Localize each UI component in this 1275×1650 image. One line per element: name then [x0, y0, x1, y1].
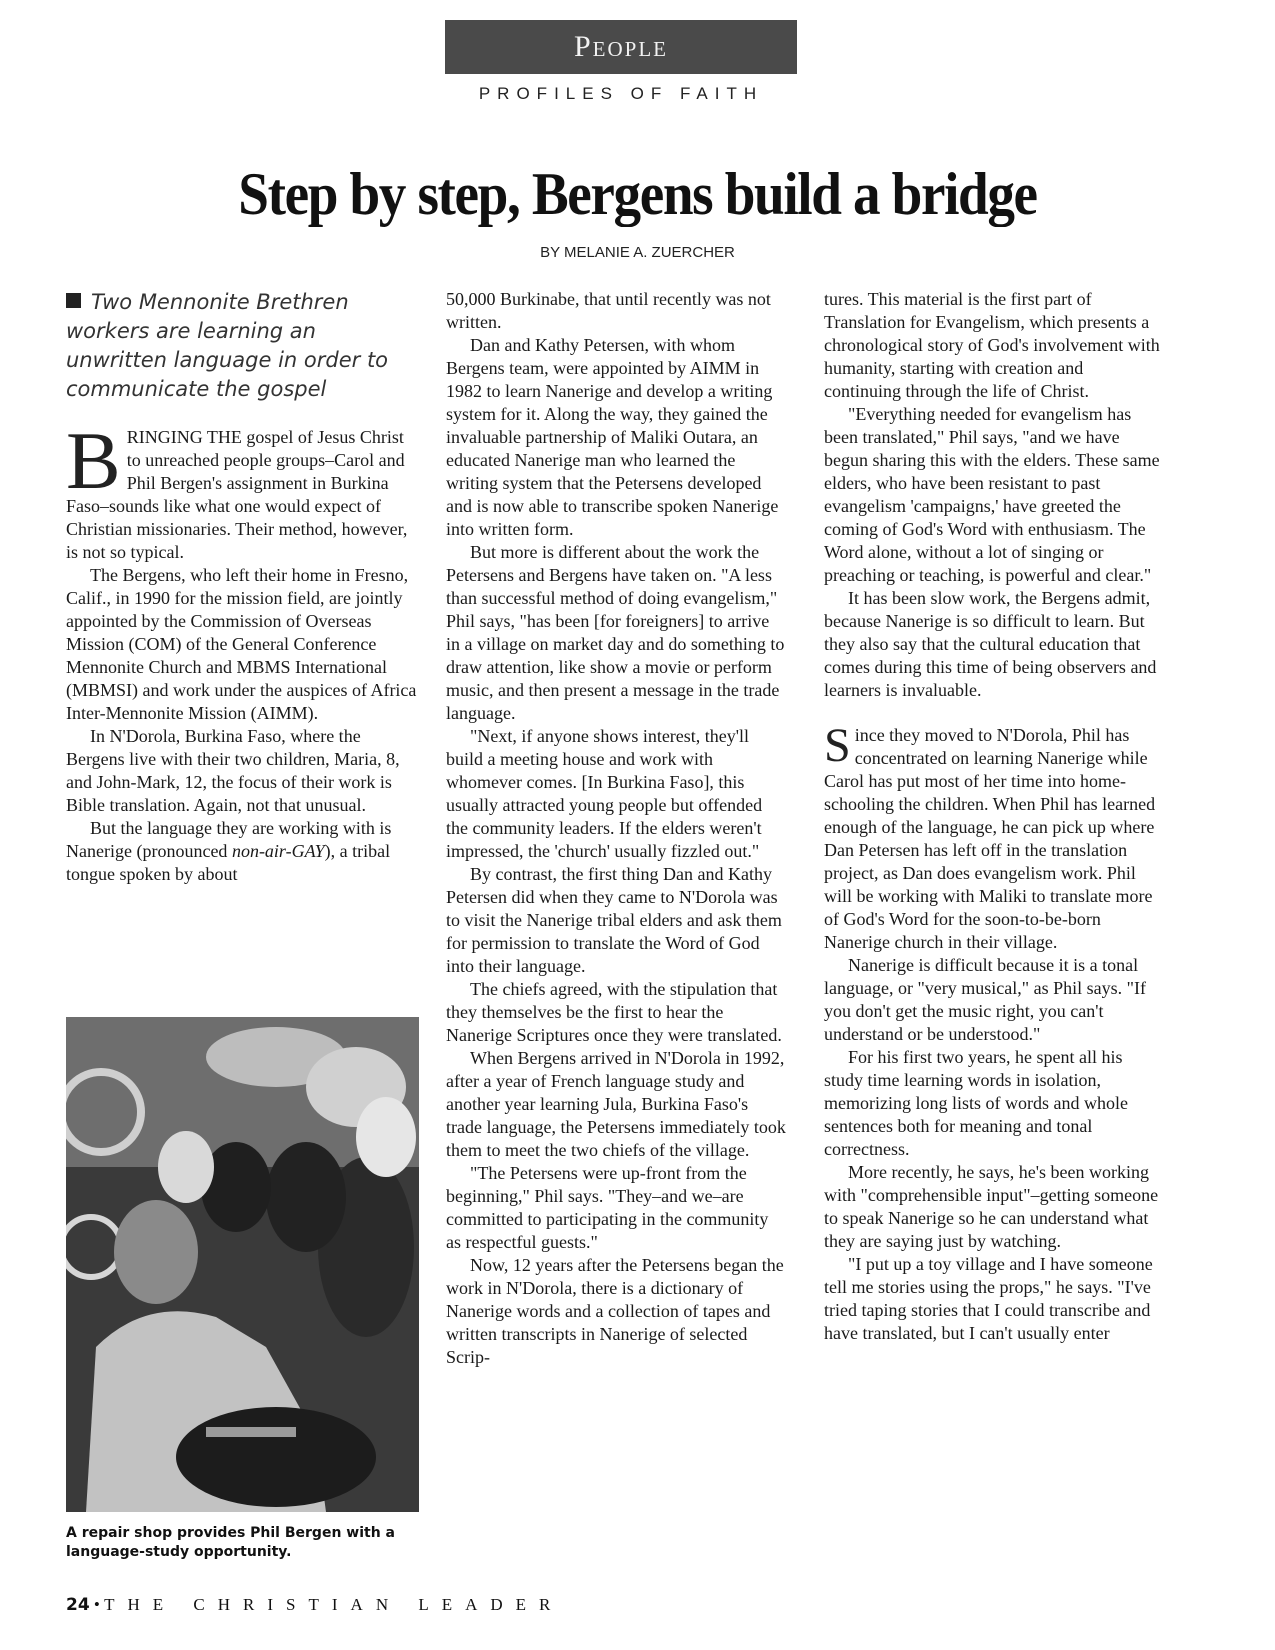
paragraph-text: ), a tribal tongue spoken by about [66, 841, 391, 884]
paragraph: "I put up a toy village and I have someone tell me stories using the props," he says. "I've tried taping stories that I could transcribe and have translated, but I can't usually enter [824, 1254, 1153, 1343]
paragraph: But more is different about the work the Petersens and Bergens have taken on. "A less than successful method of doing evangelism," Phil says, "has been [for foreigners] to arrive in a village on market day and do something to draw attention, like show a movie or perform music, and then present a message in the trade language. [446, 542, 785, 723]
publication-name: THE CHRISTIAN LEADER [104, 1595, 564, 1614]
repair-shop-photo [66, 1017, 419, 1512]
section-title: People [573, 30, 668, 63]
paragraph: tures. This material is the first part of Translation for Evangelism, which presents a chronological story of God's involvement with humanity, starting with creation and continuing through the life of Christ. [824, 289, 1160, 401]
paragraph: The Bergens, who left their home in Fresno, Calif., in 1990 for the mission field, are jointly appointed by the Commission of Overseas Mission (COM) of the General Conference Mennonite Church and MBMS International (MBMSI) and work under the auspices of Africa Inter-Mennonite Mission (AIMM). [66, 565, 417, 723]
photo-caption: A repair shop provides Phil Bergen with a language-study opportunity. [66, 1525, 395, 1560]
paragraph-text: ince they moved to N'Dorola, Phil has concentrated on learning Nanerige while Carol has put most of her time into home-schooling the children. When Phil has learned enough of the language, he can pick up where Dan Petersen has left off in the translation project, as Dan does evangelism work. Phil will be working with Maliki to translate more of God's Word for the soon-to-be-born Nanerige church in their village. [824, 725, 1156, 952]
paragraph: The chiefs agreed, with the stipulation that they themselves be the first to hear the Nanerige Scriptures once they were translated. [446, 979, 782, 1045]
paragraph: Now, 12 years after the Petersens began the work in N'Dorola, there is a dictionary of Nanerige words and a collection of tapes and written transcripts in Nanerige of selected Scrip- [446, 1255, 784, 1367]
paragraph: 50,000 Burkinabe, that until recently was not written. [446, 289, 771, 332]
article-photo [66, 1017, 419, 1512]
article-byline: BY MELANIE A. ZUERCHER [540, 244, 735, 261]
paragraph: When Bergens arrived in N'Dorola in 1992, after a year of French language study and another year learning Jula, Burkina Faso's trade language, the Petersens immediately took them to meet the two chiefs of the village. [446, 1048, 786, 1160]
paragraph: "Everything needed for evangelism has been translated," Phil says, "and we have begun sharing this with the elders. These same elders, who have been resistant to past evangelism 'campaigns,' have greeted the coming of God's Word with enthusiasm. The Word alone, without a lot of singing or preaching or teaching, is powerful and clear." [824, 404, 1160, 585]
paragraph: By contrast, the first thing Dan and Kathy Petersen did when they came to N'Dorola was to visit the Nanerige tribal elders and ask them for permission to translate the Word of God into their language. [446, 864, 782, 976]
article-deck [66, 288, 419, 404]
paragraph: More recently, he says, he's been working with "comprehensible input"–getting someone to speak Nanerige so he can understand what they are saying just by watching. [824, 1162, 1159, 1251]
paragraph [66, 817, 419, 886]
drop-cap: B [66, 415, 121, 506]
bullet-square-icon [66, 293, 81, 308]
article-column-1 [66, 288, 419, 886]
article-headline: Step by step, Bergens build a bridge [238, 161, 1037, 227]
paragraph [66, 415, 419, 564]
page-footer [66, 1595, 563, 1615]
article-column-3 [824, 288, 1164, 1345]
paragraph: Dan and Kathy Petersen, with whom Bergens team, were appointed by AIMM in 1982 to learn Nanerige and develop a writing system for it. Along the way, they gained the invaluable partnership of Maliki Outara, an educated Nanerige man who learned the writing system that the Petersens developed and is now able to transcribe spoken Nanerige into written form. [446, 335, 779, 539]
paragraph-text: RINGING THE gospel of Jesus Christ to unreached people groups–Carol and Phil Bergen's assignment in Burkina Faso–sounds like what one would expect of Christian missionaries. Their method, however, is not so typical. [66, 427, 408, 562]
paragraph: Nanerige is difficult because it is a tonal language, or "very musical," as Phil says. "If you don't get the music right, you can't understand or be understood." [824, 955, 1146, 1044]
paragraph: "Next, if anyone shows interest, they'll build a meeting house and work with whomever comes. [In Burkina Faso], this usually attracted young people but offended the community leaders. If the elders weren't impressed, the 'church' usually fizzled out." [446, 726, 763, 861]
paragraph-text: But the language they are working with is Nanerige (pronounced [66, 818, 392, 861]
footer-separator: • [93, 1595, 100, 1614]
paragraph: For his first two years, he spent all his study time learning words in isolation, memorizing long lists of words and whole sentences both for meaning and tonal correctness. [824, 1047, 1128, 1159]
paragraph: It has been slow work, the Bergens admit, because Nanerige is so difficult to learn. But they also say that the cultural education that comes during this time of being observers and learners is invaluable. [824, 588, 1157, 700]
drop-cap: S [824, 719, 851, 772]
paragraph [824, 719, 1164, 954]
paragraph: In N'Dorola, Burkina Faso, where the Bergens live with their two children, Maria, 8, and John-Mark, 12, the focus of their work is Bible translation. Again, not that unusual. [66, 726, 400, 815]
section-subtitle: PROFILES OF FAITH [478, 84, 764, 103]
paragraph: "The Petersens were up-front from the beginning," Phil says. "They–and we–are committed to participating in the community as respectful guests." [446, 1163, 769, 1252]
deck-text: Two Mennonite Brethren workers are learning an unwritten language in order to communicate the gospel [66, 290, 389, 401]
pronunciation: non-air-GAY [231, 841, 325, 861]
page-number: 24 [66, 1595, 90, 1615]
article-column-2 [446, 288, 786, 1369]
section-header-bar [445, 20, 797, 74]
